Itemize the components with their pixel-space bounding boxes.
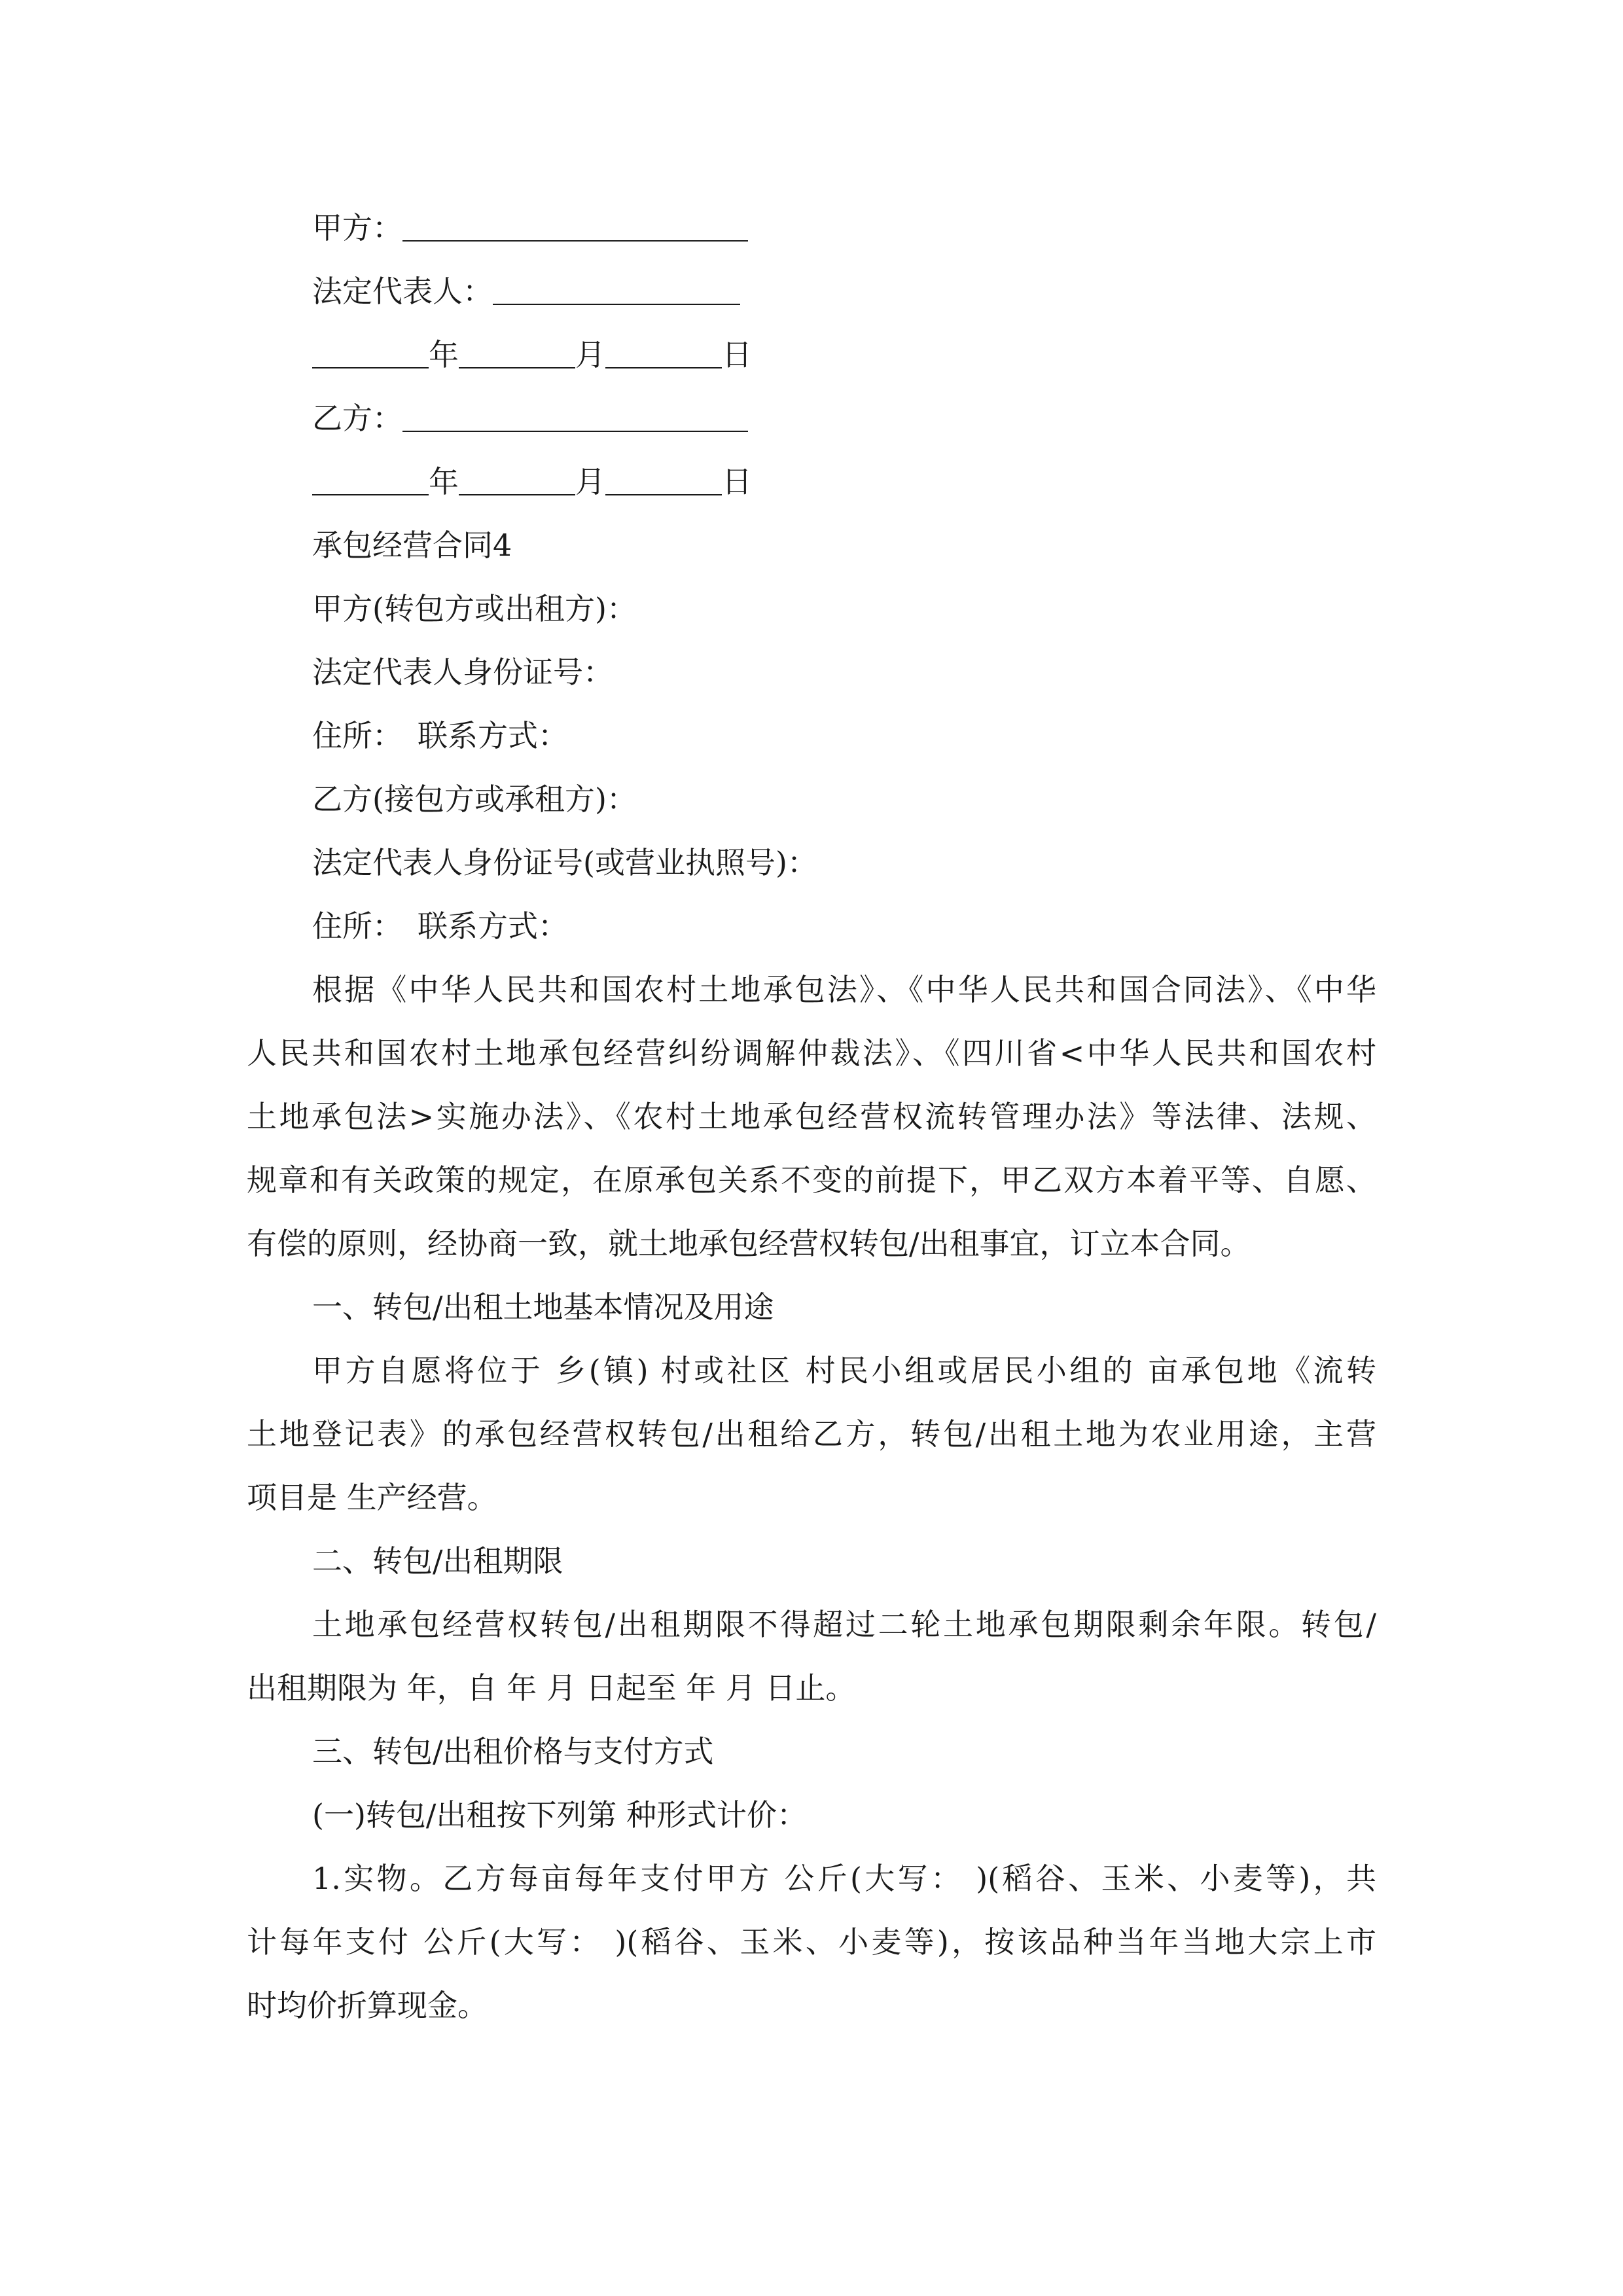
day-label: 日 [722,337,752,372]
year-label: 年 [429,464,459,499]
year-blank [312,494,429,495]
paragraph-line: 根据《中华人民共和国农村土地承包法》、《中华人民共和国合同法》、《中华 [312,972,1376,1007]
party-b-signature-line [247,387,1376,450]
paragraph-line: 出租期限为 年，自 年 月 日起至 年 月 日止。 [247,1670,856,1706]
paragraph-line: 土地承包经营权转包/出租期限不得超过二轮土地承包期限剩余年限。转包/ [312,1607,1376,1642]
item-1-paragraph [247,1847,1376,2037]
year-label: 年 [429,337,459,372]
paragraph-line: 土地登记表》的承包经营权转包/出租给乙方，转包/出租土地为农业用途，主营 [247,1416,1376,1452]
party-a-id-line: 法定代表人身份证号： [312,655,613,690]
party-a-signature-line [247,196,1376,260]
legal-rep-signature-line [247,260,1376,323]
paragraph-line: 项目是 生产经营。 [247,1480,497,1515]
document-body [247,196,1376,2037]
month-blank [459,494,575,495]
year-blank [312,367,429,368]
party-a-label: 甲方： [312,210,402,245]
paragraph-line: 1.实物。乙方每亩每年支付甲方 公斤(大写： )(稻谷、玉米、小麦等)，共 [312,1861,1376,1896]
legal-rep-label: 法定代表人： [312,274,493,309]
section-2-paragraph [247,1593,1376,1720]
paragraph-line: 土地承包法>实施办法》、《农村土地承包经营权流转管理办法》等法律、法规、 [247,1099,1376,1134]
paragraph-line: 时均价折算现金。 [247,1988,488,2023]
paragraph-line: 规章和有关政策的规定，在原承包关系不变的前提下，甲乙双方本着平等、自愿、 [247,1162,1376,1198]
paragraph-line: 人民共和国农村土地承包经营纠纷调解仲裁法》、《四川省<中华人民共和国农村 [247,1035,1376,1071]
day-label: 日 [722,464,752,499]
party-a-heading: 甲方(转包方或出租方)： [312,591,637,626]
day-blank [605,494,722,495]
month-label: 月 [575,337,605,372]
party-a-address-line: 住所： 联系方式： [312,718,568,753]
party-b-heading: 乙方(接包方或承租方)： [312,781,637,817]
section-3-title: 三、转包/出租价格与支付方式 [312,1734,714,1769]
party-b-label: 乙方： [312,401,402,436]
section-1-paragraph [247,1339,1376,1530]
section-3-subsection-1: (一)转包/出租按下列第 种形式计价： [312,1797,808,1833]
paragraph-line: 甲方自愿将位于 乡(镇) 村或社区 村民小组或居民小组的 亩承包地《流转 [312,1353,1376,1388]
preamble-paragraph [247,958,1376,1276]
paragraph-line: 计每年支付 公斤(大写： )(稻谷、玉米、小麦等)，按该品种当年当地大宗上市 [247,1924,1376,1960]
party-b-address-line: 住所： 联系方式： [312,908,568,944]
party-a-blank [402,240,748,242]
section-1-title: 一、转包/出租土地基本情况及用途 [312,1289,774,1325]
contract-title: 承包经营合同4 [312,528,512,563]
month-blank [459,367,575,368]
month-label: 月 [575,464,605,499]
paragraph-line: 有偿的原则，经协商一致，就土地承包经营权转包/出租事宜，订立本合同。 [247,1226,1251,1261]
date-line-b [247,450,1376,514]
legal-rep-blank [493,304,740,305]
party-b-blank [402,431,748,432]
day-blank [605,367,722,368]
date-line-a [247,323,1376,387]
section-2-title: 二、转包/出租期限 [312,1543,563,1579]
party-b-id-line: 法定代表人身份证号(或营业执照号)： [312,845,817,880]
